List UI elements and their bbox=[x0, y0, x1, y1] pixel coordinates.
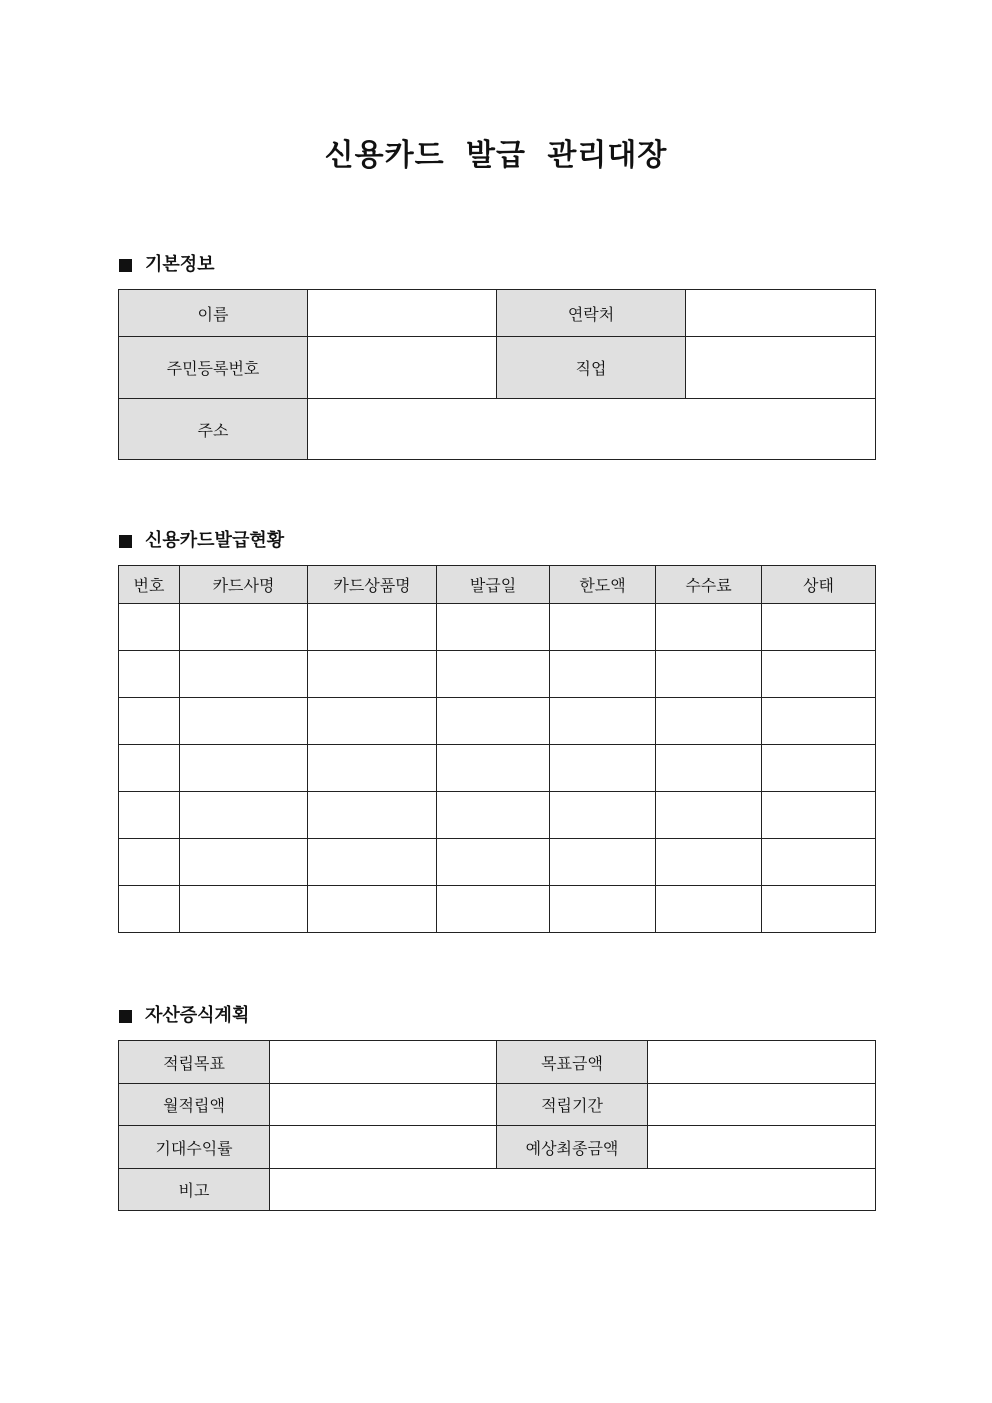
table-cell[interactable] bbox=[308, 698, 437, 745]
table-cell[interactable] bbox=[180, 651, 308, 698]
table-cell[interactable] bbox=[656, 792, 762, 839]
column-header: 수수료 bbox=[656, 566, 762, 604]
remarks-label: 비고 bbox=[119, 1169, 270, 1211]
table-cell[interactable] bbox=[762, 886, 876, 933]
name-label: 이름 bbox=[119, 290, 308, 337]
column-header: 카드상품명 bbox=[308, 566, 437, 604]
target-amount-label: 목표금액 bbox=[497, 1041, 648, 1084]
column-header: 한도액 bbox=[550, 566, 656, 604]
expected-final-field[interactable] bbox=[648, 1126, 876, 1169]
table-cell[interactable] bbox=[656, 839, 762, 886]
table-cell[interactable] bbox=[762, 745, 876, 792]
table-header-row bbox=[119, 566, 876, 604]
table-row bbox=[119, 745, 876, 792]
table-row bbox=[119, 604, 876, 651]
table-row bbox=[119, 1041, 876, 1084]
saving-period-field[interactable] bbox=[648, 1084, 876, 1126]
table-cell[interactable] bbox=[762, 792, 876, 839]
square-bullet-icon bbox=[119, 259, 132, 272]
table-cell[interactable] bbox=[437, 792, 550, 839]
table-cell[interactable] bbox=[308, 651, 437, 698]
table-cell[interactable] bbox=[119, 886, 180, 933]
table-row bbox=[119, 792, 876, 839]
table-cell[interactable] bbox=[656, 604, 762, 651]
table-row bbox=[119, 886, 876, 933]
expected-final-label: 예상최종금액 bbox=[497, 1126, 648, 1169]
table-cell[interactable] bbox=[119, 792, 180, 839]
page-title: 신용카드 발급 관리대장 bbox=[324, 138, 668, 173]
table-cell[interactable] bbox=[656, 886, 762, 933]
target-amount-field[interactable] bbox=[648, 1041, 876, 1084]
table-cell[interactable] bbox=[119, 839, 180, 886]
table-row bbox=[119, 839, 876, 886]
table-cell[interactable] bbox=[550, 651, 656, 698]
table-cell[interactable] bbox=[437, 745, 550, 792]
section-heading-card-status bbox=[119, 529, 284, 553]
expected-return-field[interactable] bbox=[270, 1126, 497, 1169]
table-cell[interactable] bbox=[119, 604, 180, 651]
table-cell[interactable] bbox=[180, 604, 308, 651]
column-header: 번호 bbox=[119, 566, 180, 604]
table-cell[interactable] bbox=[550, 839, 656, 886]
table-cell[interactable] bbox=[762, 604, 876, 651]
table-row bbox=[119, 1084, 876, 1126]
saving-goal-label: 적립목표 bbox=[119, 1041, 270, 1084]
expected-return-label: 기대수익률 bbox=[119, 1126, 270, 1169]
address-field[interactable] bbox=[308, 399, 876, 460]
table-cell[interactable] bbox=[308, 839, 437, 886]
card-status-table bbox=[118, 565, 876, 933]
table-cell[interactable] bbox=[437, 886, 550, 933]
section-heading-label: 자산증식계획 bbox=[145, 1005, 250, 1026]
table-cell[interactable] bbox=[119, 698, 180, 745]
table-cell[interactable] bbox=[550, 698, 656, 745]
table-cell[interactable] bbox=[762, 839, 876, 886]
table-row bbox=[119, 1126, 876, 1169]
table-row bbox=[119, 290, 876, 337]
table-cell[interactable] bbox=[308, 604, 437, 651]
table-cell[interactable] bbox=[762, 651, 876, 698]
table-cell[interactable] bbox=[119, 745, 180, 792]
table-cell[interactable] bbox=[180, 839, 308, 886]
asset-plan-table bbox=[118, 1040, 876, 1211]
remarks-field[interactable] bbox=[270, 1169, 876, 1211]
monthly-saving-field[interactable] bbox=[270, 1084, 497, 1126]
table-cell[interactable] bbox=[437, 839, 550, 886]
column-header: 발급일 bbox=[437, 566, 550, 604]
table-cell[interactable] bbox=[437, 651, 550, 698]
table-cell[interactable] bbox=[550, 604, 656, 651]
table-cell[interactable] bbox=[180, 886, 308, 933]
table-cell[interactable] bbox=[656, 698, 762, 745]
table-row bbox=[119, 651, 876, 698]
table-cell[interactable] bbox=[180, 745, 308, 792]
table-cell[interactable] bbox=[550, 792, 656, 839]
table-row bbox=[119, 337, 876, 399]
table-cell[interactable] bbox=[308, 745, 437, 792]
address-label: 주소 bbox=[119, 399, 308, 460]
table-row bbox=[119, 399, 876, 460]
basic-info-table bbox=[118, 289, 876, 460]
column-header: 상태 bbox=[762, 566, 876, 604]
table-row bbox=[119, 698, 876, 745]
job-field[interactable] bbox=[686, 337, 876, 399]
table-cell[interactable] bbox=[550, 745, 656, 792]
table-cell[interactable] bbox=[437, 698, 550, 745]
section-heading-asset-plan bbox=[119, 1004, 249, 1028]
table-cell[interactable] bbox=[119, 651, 180, 698]
contact-label: 연락처 bbox=[497, 290, 686, 337]
square-bullet-icon bbox=[119, 535, 132, 548]
saving-goal-field[interactable] bbox=[270, 1041, 497, 1084]
table-cell[interactable] bbox=[762, 698, 876, 745]
rrn-label: 주민등록번호 bbox=[119, 337, 308, 399]
square-bullet-icon bbox=[119, 1010, 132, 1023]
section-heading-label: 신용카드발급현황 bbox=[145, 530, 285, 551]
table-row bbox=[119, 1169, 876, 1211]
section-heading-basic-info bbox=[119, 253, 215, 277]
table-cell[interactable] bbox=[308, 886, 437, 933]
table-cell[interactable] bbox=[180, 698, 308, 745]
table-cell[interactable] bbox=[656, 745, 762, 792]
contact-field[interactable] bbox=[686, 290, 876, 337]
table-cell[interactable] bbox=[308, 792, 437, 839]
name-field[interactable] bbox=[308, 290, 497, 337]
table-cell[interactable] bbox=[656, 651, 762, 698]
rrn-field[interactable] bbox=[308, 337, 497, 399]
table-cell[interactable] bbox=[437, 604, 550, 651]
job-label: 직업 bbox=[497, 337, 686, 399]
table-cell[interactable] bbox=[550, 886, 656, 933]
table-cell[interactable] bbox=[180, 792, 308, 839]
column-header: 카드사명 bbox=[180, 566, 308, 604]
saving-period-label: 적립기간 bbox=[497, 1084, 648, 1126]
monthly-saving-label: 월적립액 bbox=[119, 1084, 270, 1126]
section-heading-label: 기본정보 bbox=[145, 254, 215, 275]
